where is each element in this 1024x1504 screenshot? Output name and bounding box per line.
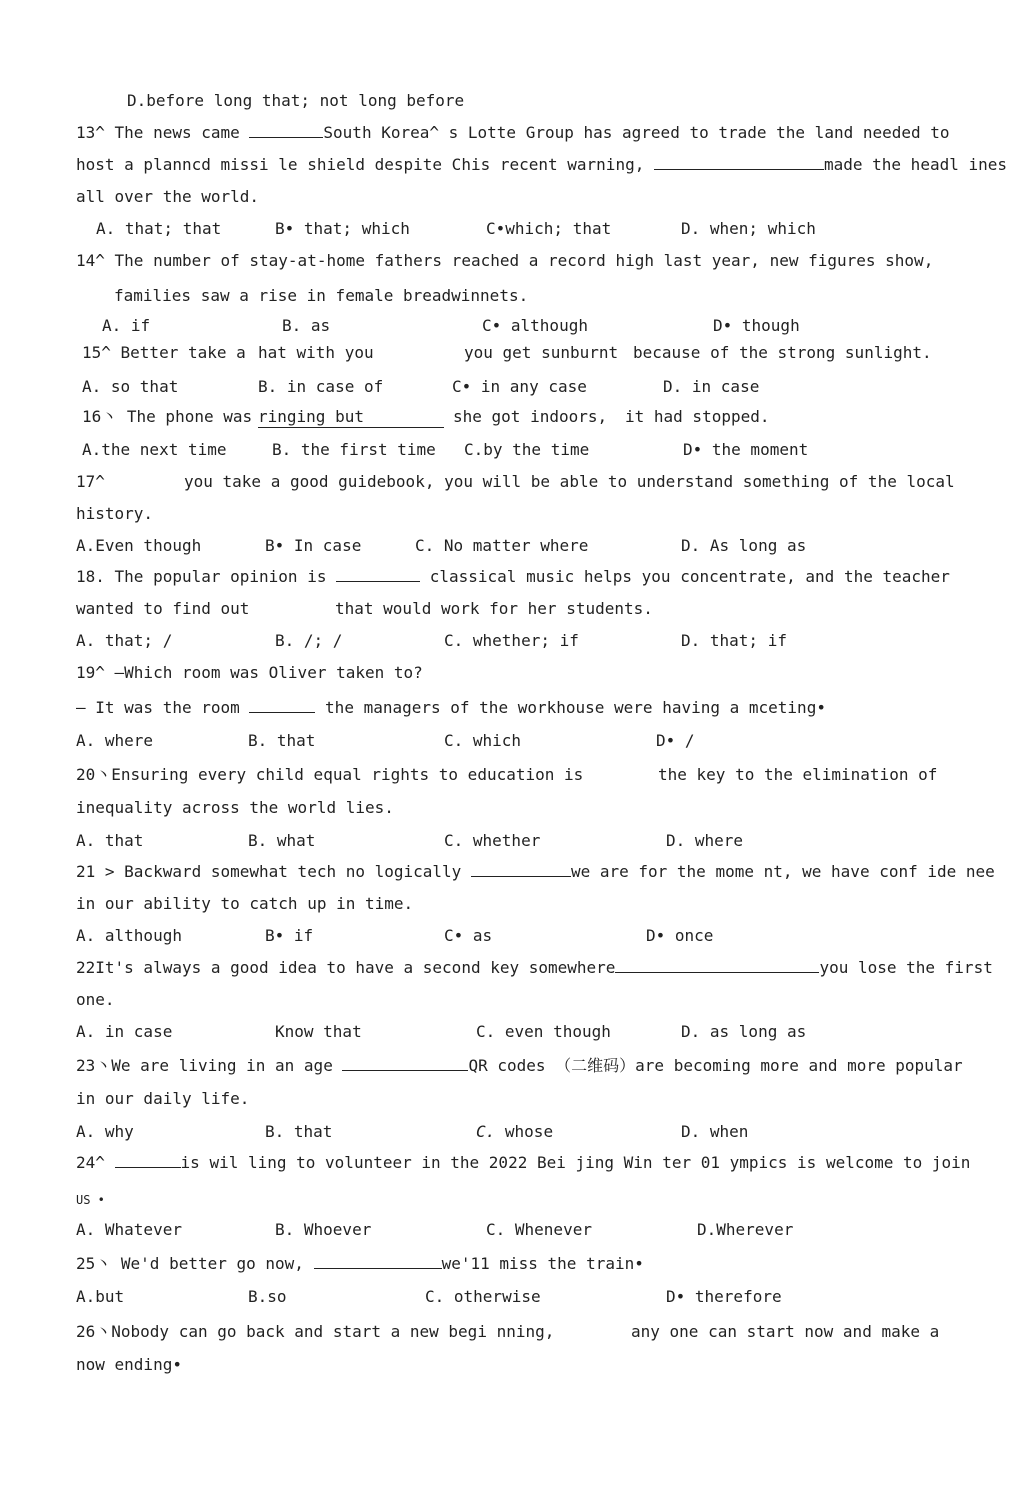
option-a[interactable]: A. so that xyxy=(82,377,179,396)
option-b[interactable]: B. /; / xyxy=(275,631,343,650)
q14-line2: families saw a rise in female breadwinnets. xyxy=(114,286,529,305)
q20-text-a: 20丶Ensuring every child equal rights to education is xyxy=(76,765,584,784)
q18-text-a: 18. The popular opinion is xyxy=(76,567,327,586)
option-c[interactable]: C. Whenever xyxy=(486,1220,592,1239)
q23-text-b: QR codes （二维码）are becoming more and more popular xyxy=(468,1056,963,1075)
q15-text-a: 15^ Better take a xyxy=(82,343,246,362)
option-b[interactable]: B• that; which xyxy=(275,219,410,238)
q16-answer-blank[interactable]: ringing but xyxy=(258,407,444,428)
option-d[interactable]: D. in case xyxy=(663,377,760,396)
option-d[interactable]: D• though xyxy=(713,316,800,335)
q26-text-a: 26丶Nobody can go back and start a new begi nning, xyxy=(76,1322,555,1341)
q24-text-a: 24^ xyxy=(76,1153,105,1172)
option-b[interactable]: B. in case of xyxy=(258,377,384,396)
option-a[interactable]: A. if xyxy=(102,316,151,335)
option-c-letter: C. xyxy=(476,1122,496,1141)
answer-blank[interactable] xyxy=(336,567,420,582)
option-d[interactable]: D. when xyxy=(681,1122,749,1141)
option-c[interactable]: C. even though xyxy=(476,1022,611,1041)
answer-blank[interactable] xyxy=(471,862,571,877)
option-b[interactable]: B. that xyxy=(248,731,316,750)
q13-line3: all over the world. xyxy=(76,187,260,206)
q17-text-b: you take a good guidebook, you will be able to understand something of the local xyxy=(184,472,955,491)
q21-text-a: 21 > Backward somewhat tech no logically xyxy=(76,862,462,881)
option-d[interactable]: D• therefore xyxy=(666,1287,782,1306)
q26-text-b: any one can start now and make a xyxy=(631,1322,940,1341)
q20-line2: inequality across the world lies. xyxy=(76,798,394,817)
q13-text-c: host a plannсd missi le shield despite Chis recent warning, xyxy=(76,155,645,174)
q25-text-b: we'11 miss the train• xyxy=(441,1254,644,1273)
q22-line2: one. xyxy=(76,990,115,1009)
option-d[interactable]: D. that; if xyxy=(681,631,787,650)
q19-line1: 19^ —Which room was Oliver taken to? xyxy=(76,663,423,682)
option-a[interactable]: A. in case xyxy=(76,1022,173,1041)
q21-line1 xyxy=(76,862,995,882)
q20-text-b: the key to the elimination of xyxy=(658,765,938,784)
q25-text-a: 25丶 We'd better go now, xyxy=(76,1254,304,1273)
q15-text-d: because of the strong sunlight. xyxy=(633,343,932,362)
option-b[interactable]: B. as xyxy=(282,316,331,335)
option-c[interactable]: C•which; that xyxy=(486,219,612,238)
q15-text-b: hat with you xyxy=(258,343,374,362)
option-d[interactable]: D• once xyxy=(646,926,714,945)
option-b[interactable]: B. the first time xyxy=(272,440,436,459)
option-c[interactable] xyxy=(476,1122,553,1142)
q22-line1 xyxy=(76,958,993,978)
q25-line1 xyxy=(76,1254,644,1274)
q16-text-d: it had stopped. xyxy=(625,407,770,426)
answer-blank[interactable] xyxy=(342,1056,468,1071)
option-d[interactable]: D. as long as xyxy=(681,1022,807,1041)
option-a[interactable]: A. where xyxy=(76,731,154,750)
option-a[interactable]: A.but xyxy=(76,1287,125,1306)
q13-text-a: 13^ The news came xyxy=(76,123,240,142)
option-b[interactable]: B. Whoever xyxy=(275,1220,372,1239)
option-a[interactable]: A. Whatever xyxy=(76,1220,182,1239)
q21-line2: in our ability to catch up in time. xyxy=(76,894,414,913)
q16-text-a: 16丶 The phone was xyxy=(82,407,253,426)
answer-blank[interactable] xyxy=(249,698,315,713)
q13-line2 xyxy=(76,155,1007,175)
option-c[interactable]: C. No matter where xyxy=(415,536,589,555)
option-d[interactable]: D• / xyxy=(656,731,695,750)
option-c[interactable]: C. whether; if xyxy=(444,631,579,650)
option-a[interactable]: A. that; / xyxy=(76,631,173,650)
option-d[interactable]: D.Wherever xyxy=(697,1220,794,1239)
option-c[interactable]: C.by the time xyxy=(464,440,590,459)
answer-blank[interactable] xyxy=(115,1153,181,1168)
option-a[interactable]: A.the next time xyxy=(82,440,227,459)
q17-line2: history. xyxy=(76,504,154,523)
q24-text-b: is wil ling to volunteer in the 2022 Bei jing Win ter 01 ympics is welcome to join xyxy=(180,1153,971,1172)
q13-text-b: South Korea^ s Lotte Group has agreed to trade the land needed to xyxy=(323,123,950,142)
option-b[interactable]: Know that xyxy=(275,1022,362,1041)
option-a[interactable]: A. that; that xyxy=(96,219,222,238)
q19-text-a: — It was the room xyxy=(76,698,240,717)
option-b[interactable]: B• if xyxy=(265,926,314,945)
q16-text-c: she got indoors, xyxy=(453,407,608,426)
option-c[interactable]: C. otherwise xyxy=(425,1287,541,1306)
option-d[interactable]: D. As long as xyxy=(681,536,807,555)
q18-text-c: wanted to find out xyxy=(76,599,250,618)
q26-line2: now ending• xyxy=(76,1355,182,1374)
option-c[interactable]: C. which xyxy=(444,731,522,750)
q14-line1: 14^ The number of stay-at-home fathers reached a record high last year, new figures show, xyxy=(76,251,934,270)
answer-blank[interactable] xyxy=(654,155,824,170)
option-b[interactable]: B.so xyxy=(248,1287,287,1306)
q18-line1 xyxy=(76,567,950,587)
answer-blank[interactable] xyxy=(615,958,819,973)
q15-text-c: you get sunburnt xyxy=(464,343,619,362)
q21-text-b: we are for the mome nt, we have conf ide nee xyxy=(570,862,995,881)
q19-text-b: the managers of the workhouse were having a mceting• xyxy=(325,698,826,717)
q13-text-d: made the headl ines xyxy=(823,155,1008,174)
q22-text-a: 22It's always a good idea to have a second key somewhere xyxy=(76,958,616,977)
option-a[interactable]: A. that xyxy=(76,831,144,850)
q23-line1 xyxy=(76,1056,963,1076)
option-a[interactable]: A. although xyxy=(76,926,182,945)
option-c[interactable]: C• in any case xyxy=(452,377,587,396)
q13-line1 xyxy=(76,123,950,143)
option-c[interactable]: C• although xyxy=(482,316,588,335)
q22-text-b: you lose the first xyxy=(819,958,993,977)
q17-text-a: 17^ xyxy=(76,472,105,491)
option-c[interactable]: C• as xyxy=(444,926,493,945)
option-a[interactable]: A. why xyxy=(76,1122,134,1141)
q23-line2: in our daily life. xyxy=(76,1089,250,1108)
q19-line2 xyxy=(76,698,826,718)
q12-option-d: D.before long that; not long before xyxy=(127,91,465,110)
q18-text-d: that would work for her students. xyxy=(335,599,653,618)
option-b[interactable]: B. what xyxy=(248,831,316,850)
option-c[interactable]: C. whether xyxy=(444,831,541,850)
option-d[interactable]: D. when; which xyxy=(681,219,816,238)
q23-text-a: 23丶We are living in an age xyxy=(76,1056,333,1075)
answer-blank[interactable] xyxy=(314,1254,442,1269)
q24-line2: US • xyxy=(76,1193,105,1207)
q18-text-b: classical music helps you concentrate, and the teacher xyxy=(429,567,950,586)
option-c-text: whose xyxy=(504,1122,554,1141)
option-b[interactable]: B• In case xyxy=(265,536,362,555)
answer-blank[interactable] xyxy=(249,123,323,138)
q24-line1 xyxy=(76,1153,970,1173)
option-a[interactable]: A.Even though xyxy=(76,536,202,555)
option-d[interactable]: D. where xyxy=(666,831,744,850)
option-b[interactable]: B. that xyxy=(265,1122,333,1141)
option-d[interactable]: D• the moment xyxy=(683,440,809,459)
